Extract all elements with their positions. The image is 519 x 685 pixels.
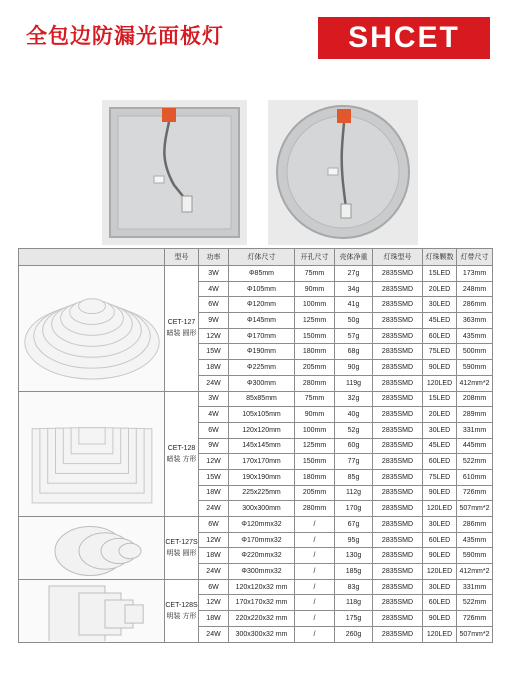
table-cell: 522mm <box>457 454 493 470</box>
header-body-size: 灯体尺寸 <box>229 249 295 266</box>
table-cell: 726mm <box>457 611 493 627</box>
table-cell: 9W <box>199 438 229 454</box>
model-cell <box>165 579 199 642</box>
header-cutout: 开孔尺寸 <box>295 249 335 266</box>
table-cell: 4W <box>199 281 229 297</box>
table-cell: 90g <box>335 360 373 376</box>
table-cell: 2835SMD <box>373 266 423 282</box>
table-cell: Φ105mm <box>229 281 295 297</box>
table-cell: 90LED <box>423 360 457 376</box>
table-cell: 12W <box>199 454 229 470</box>
table-cell: 18W <box>199 485 229 501</box>
table-cell: 67g <box>335 517 373 533</box>
table-cell: 280mm <box>295 501 335 517</box>
table-cell: 363mm <box>457 313 493 329</box>
square-panel-photo <box>102 100 247 245</box>
table-cell: 120LED <box>423 375 457 391</box>
table-cell: 300x300mm <box>229 501 295 517</box>
table-cell: 30LED <box>423 297 457 313</box>
table-cell: Φ300mm <box>229 375 295 391</box>
table-cell: 75LED <box>423 344 457 360</box>
table-cell: / <box>295 532 335 548</box>
table-cell: 77g <box>335 454 373 470</box>
table-cell: 100mm <box>295 297 335 313</box>
table-cell: 2835SMD <box>373 438 423 454</box>
table-cell: 2835SMD <box>373 469 423 485</box>
table-cell: 173mm <box>457 266 493 282</box>
table-cell: 90LED <box>423 611 457 627</box>
table-cell: 4W <box>199 407 229 423</box>
table-cell: 45LED <box>423 313 457 329</box>
table-cell: 2835SMD <box>373 517 423 533</box>
table-cell: 120x120x32 mm <box>229 579 295 595</box>
table-cell: 2835SMD <box>373 360 423 376</box>
table-cell: 90mm <box>295 407 335 423</box>
header-strip-size: 灯带尺寸 <box>457 249 493 266</box>
header-weight: 壳体净重 <box>335 249 373 266</box>
table-cell: 331mm <box>457 422 493 438</box>
table-cell: 150mm <box>295 328 335 344</box>
table-cell: 2835SMD <box>373 375 423 391</box>
table-row <box>19 517 493 533</box>
table-cell: 225x225mm <box>229 485 295 501</box>
table-cell: 522mm <box>457 595 493 611</box>
table-cell: 18W <box>199 360 229 376</box>
table-cell: 2835SMD <box>373 344 423 360</box>
table-cell: 175g <box>335 611 373 627</box>
table-cell: 83g <box>335 579 373 595</box>
table-cell: 32g <box>335 391 373 407</box>
table-cell: 2835SMD <box>373 501 423 517</box>
table-cell: 6W <box>199 422 229 438</box>
table-cell: Φ220mmx32 <box>229 548 295 564</box>
round-surface-illustration <box>19 517 165 580</box>
table-cell: 2835SMD <box>373 579 423 595</box>
table-cell: 100mm <box>295 422 335 438</box>
table-cell: 30LED <box>423 579 457 595</box>
table-cell: 590mm <box>457 548 493 564</box>
table-cell: 85x85mm <box>229 391 295 407</box>
table-cell: 18W <box>199 611 229 627</box>
table-cell: 412mm*2 <box>457 375 493 391</box>
table-cell: 85g <box>335 469 373 485</box>
table-cell: 15W <box>199 469 229 485</box>
table-cell: 125mm <box>295 438 335 454</box>
table-cell: 20LED <box>423 407 457 423</box>
table-cell: 2835SMD <box>373 548 423 564</box>
table-cell: Φ190mm <box>229 344 295 360</box>
table-cell: 300x300x32 mm <box>229 626 295 642</box>
table-cell: 15LED <box>423 266 457 282</box>
table-cell: 590mm <box>457 360 493 376</box>
table-cell: 260g <box>335 626 373 642</box>
table-cell: 95g <box>335 532 373 548</box>
table-cell: 15W <box>199 344 229 360</box>
table-cell: 12W <box>199 328 229 344</box>
table-cell: 60g <box>335 438 373 454</box>
table-cell: 180mm <box>295 344 335 360</box>
table-cell: Φ120mmx32 <box>229 517 295 533</box>
table-cell: 2835SMD <box>373 407 423 423</box>
table-cell: 130g <box>335 548 373 564</box>
table-cell: 2835SMD <box>373 328 423 344</box>
table-cell: 120LED <box>423 564 457 580</box>
table-cell: 145x145mm <box>229 438 295 454</box>
table-cell: 120x120mm <box>229 422 295 438</box>
table-cell: 286mm <box>457 517 493 533</box>
table-cell: 2835SMD <box>373 532 423 548</box>
table-cell: 118g <box>335 595 373 611</box>
table-cell: 726mm <box>457 485 493 501</box>
table-cell: 18W <box>199 548 229 564</box>
table-cell: 60LED <box>423 454 457 470</box>
table-cell: 40g <box>335 407 373 423</box>
table-cell: 24W <box>199 626 229 642</box>
table-cell: 507mm*2 <box>457 626 493 642</box>
table-cell: 15LED <box>423 391 457 407</box>
table-row <box>19 579 493 595</box>
table-cell: 75LED <box>423 469 457 485</box>
table-cell: 20LED <box>423 281 457 297</box>
table-cell: 170x170x32 mm <box>229 595 295 611</box>
square-surface-illustration <box>19 579 165 642</box>
square-recessed-illustration <box>19 391 165 517</box>
header-led-type: 灯珠型号 <box>373 249 423 266</box>
table-cell: 435mm <box>457 328 493 344</box>
table-cell: 60LED <box>423 595 457 611</box>
table-cell: 24W <box>199 375 229 391</box>
table-cell: 610mm <box>457 469 493 485</box>
table-cell: Φ300mmx32 <box>229 564 295 580</box>
table-cell: 205mm <box>295 360 335 376</box>
table-cell: 50g <box>335 313 373 329</box>
table-cell: Φ170mmx32 <box>229 532 295 548</box>
table-cell: Φ225mm <box>229 360 295 376</box>
table-cell: 6W <box>199 579 229 595</box>
spec-table <box>18 248 493 643</box>
header-blank <box>19 249 165 266</box>
table-cell: Φ120mm <box>229 297 295 313</box>
table-cell: 120LED <box>423 501 457 517</box>
table-cell: 60LED <box>423 328 457 344</box>
page-title: 全包边防漏光面板灯 <box>26 24 224 48</box>
table-header-row <box>19 249 493 266</box>
table-cell: Φ145mm <box>229 313 295 329</box>
round-panel-photo <box>268 100 418 245</box>
table-cell: 3W <box>199 391 229 407</box>
table-row <box>19 266 493 282</box>
table-cell: 41g <box>335 297 373 313</box>
table-cell: 125mm <box>295 313 335 329</box>
table-cell: 2835SMD <box>373 297 423 313</box>
model-desc: 暗装 方形 <box>166 455 197 463</box>
table-cell: Φ170mm <box>229 328 295 344</box>
model-desc: 明装 圆形 <box>166 549 197 557</box>
table-cell: 119g <box>335 375 373 391</box>
table-cell: 90LED <box>423 548 457 564</box>
table-cell: 24W <box>199 564 229 580</box>
table-cell: 27g <box>335 266 373 282</box>
table-cell: 45LED <box>423 438 457 454</box>
table-cell: / <box>295 579 335 595</box>
model-code: CET-128 <box>167 444 196 452</box>
table-cell: 2835SMD <box>373 626 423 642</box>
table-cell: 289mm <box>457 407 493 423</box>
table-cell: 90LED <box>423 485 457 501</box>
table-cell: 6W <box>199 297 229 313</box>
model-desc: 明装 方形 <box>166 612 197 620</box>
model-code: CET-127S <box>165 538 198 546</box>
table-cell: / <box>295 548 335 564</box>
table-cell: 412mm*2 <box>457 564 493 580</box>
model-code: CET-128S <box>165 601 198 609</box>
table-cell: 150mm <box>295 454 335 470</box>
table-cell: 2835SMD <box>373 611 423 627</box>
table-cell: 6W <box>199 517 229 533</box>
table-cell: 75mm <box>295 266 335 282</box>
table-cell: 280mm <box>295 375 335 391</box>
table-cell: 34g <box>335 281 373 297</box>
round-recessed-illustration <box>19 266 165 392</box>
model-desc: 暗装 圆形 <box>166 330 197 338</box>
table-cell: 2835SMD <box>373 564 423 580</box>
table-cell: 2835SMD <box>373 595 423 611</box>
table-cell: 500mm <box>457 344 493 360</box>
model-code: CET-127 <box>167 319 196 327</box>
table-cell: 205mm <box>295 485 335 501</box>
table-cell: 120LED <box>423 626 457 642</box>
table-cell: 331mm <box>457 579 493 595</box>
table-cell: 220x220x32 mm <box>229 611 295 627</box>
table-cell: 9W <box>199 313 229 329</box>
table-cell: 185g <box>335 564 373 580</box>
table-cell: 445mm <box>457 438 493 454</box>
table-row <box>19 391 493 407</box>
model-cell <box>165 517 199 580</box>
table-cell: 57g <box>335 328 373 344</box>
table-cell: 105x105mm <box>229 407 295 423</box>
table-cell: 30LED <box>423 517 457 533</box>
table-cell: / <box>295 517 335 533</box>
table-cell: / <box>295 564 335 580</box>
table-cell: / <box>295 595 335 611</box>
table-cell: 180mm <box>295 469 335 485</box>
table-cell: 2835SMD <box>373 281 423 297</box>
table-cell: 52g <box>335 422 373 438</box>
table-cell: 170g <box>335 501 373 517</box>
table-cell: 90mm <box>295 281 335 297</box>
table-cell: Φ85mm <box>229 266 295 282</box>
table-cell: 2835SMD <box>373 454 423 470</box>
header-power: 功率 <box>199 249 229 266</box>
table-cell: 2835SMD <box>373 422 423 438</box>
table-cell: 190x190mm <box>229 469 295 485</box>
table-cell: 60LED <box>423 532 457 548</box>
table-cell: 12W <box>199 532 229 548</box>
table-cell: 68g <box>335 344 373 360</box>
table-cell: 3W <box>199 266 229 282</box>
table-cell: 12W <box>199 595 229 611</box>
model-cell <box>165 391 199 517</box>
table-cell: 75mm <box>295 391 335 407</box>
table-cell: 286mm <box>457 297 493 313</box>
table-cell: / <box>295 626 335 642</box>
table-cell: 170x170mm <box>229 454 295 470</box>
model-cell <box>165 266 199 392</box>
header-led-count: 灯珠颗数 <box>423 249 457 266</box>
table-cell: 2835SMD <box>373 313 423 329</box>
table-cell: 435mm <box>457 532 493 548</box>
table-cell: 112g <box>335 485 373 501</box>
header-model: 型号 <box>165 249 199 266</box>
table-cell: 507mm*2 <box>457 501 493 517</box>
table-cell: / <box>295 611 335 627</box>
table-cell: 208mm <box>457 391 493 407</box>
table-cell: 248mm <box>457 281 493 297</box>
table-cell: 30LED <box>423 422 457 438</box>
brand-logo: SHCET <box>318 17 490 59</box>
table-cell: 24W <box>199 501 229 517</box>
table-cell: 2835SMD <box>373 391 423 407</box>
table-cell: 2835SMD <box>373 485 423 501</box>
